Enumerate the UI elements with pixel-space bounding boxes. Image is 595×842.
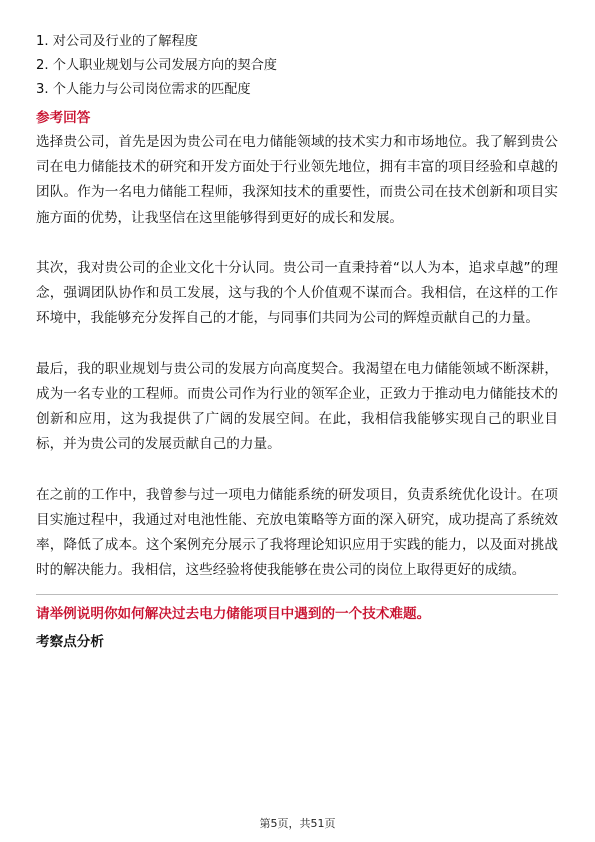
answer-paragraph-2: 其次，我对贵公司的企业文化十分认同。贵公司一直秉持着“以人为本，追求卓越”的理念，强调团队协作和员工发展，这与我的个人价值观不谋而合。我相信，在这样的工作环境中，我能够充分发挥自己的才能，与同事们共同为公司的辉煌贡献自己的力量。	[36, 260, 558, 327]
answer-paragraph-3: 最后，我的职业规划与贵公司的发展方向高度契合。我渴望在电力储能领域不断深耕，成为一名专业的工程师。而贵公司作为行业的领军企业，正致力于推动电力储能技术的创新和应用，这为我提供了广阔的发展空间。在此，我相信我能够实现自己的职业目标，并为贵公司的发展贡献自己的力量。	[36, 360, 558, 453]
answer-paragraph-4: 在之前的工作中，我曾参与过一项电力储能系统的研发项目，负责系统优化设计。在项目实施过程中，我通过对电池性能、充放电策略等方面的深入研究，成功提高了系统效率，降低了成本。这个案例充分展示了我将理论知识应用于实践的能力，以及面对挑战时的解决能力。我相信，这些经验将使我能够在贵公司的岗位上取得更好的成绩。	[36, 486, 558, 579]
section-divider	[36, 594, 558, 595]
document-page	[36, 30, 558, 655]
criteria-list	[36, 30, 558, 102]
analysis-heading: 考察点分析	[36, 633, 104, 650]
next-question: 请举例说明你如何解决过去电力储能项目中遇到的一个技术难题。	[36, 605, 431, 622]
reference-answer-heading: 参考回答	[36, 110, 91, 126]
criteria-item-1: 1. 对公司及行业的了解程度	[36, 34, 198, 49]
criteria-item-2: 2. 个人职业规划与公司发展方向的契合度	[36, 58, 277, 73]
criteria-item-3: 3. 个人能力与公司岗位需求的匹配度	[36, 82, 251, 97]
answer-paragraph-1: 选择贵公司，首先是因为贵公司在电力储能领域的技术实力和市场地位。我了解到贵公司在电力储能技术的研究和开发方面处于行业领先地位，拥有丰富的项目经验和卓越的团队。作为一名电力储能工程师，我深知技术的重要性，而贵公司在技术创新和项目实施方面的优势，让我坚信在这里能够得到更好的成长和发展。	[36, 134, 558, 226]
page-footer: 第5页，共51页	[259, 817, 336, 830]
